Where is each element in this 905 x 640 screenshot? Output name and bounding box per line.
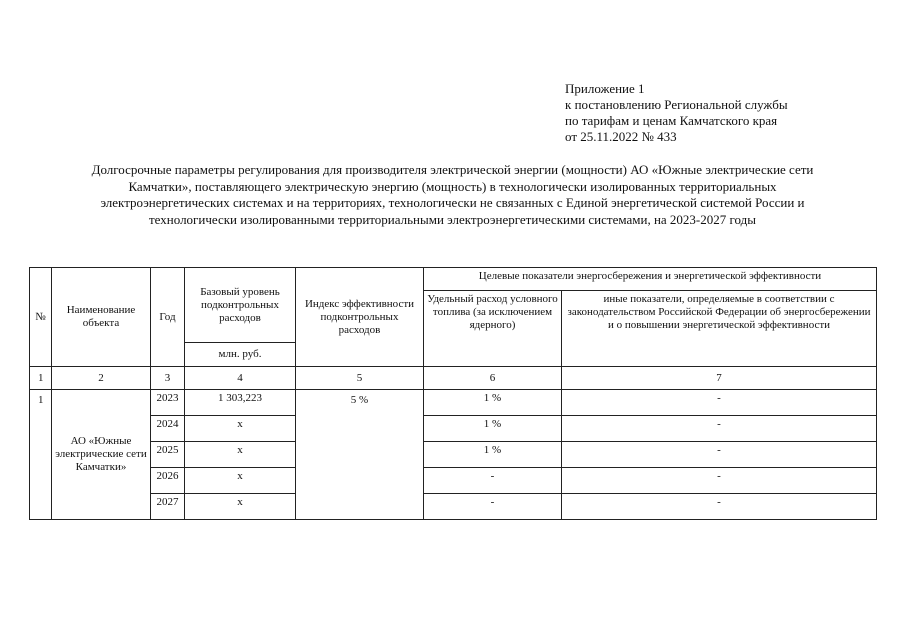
- base-cost-cell: х: [185, 468, 296, 494]
- column-number: 4: [185, 367, 296, 390]
- header-other-indicators: иные показатели, определяемые в соответствии с законодательством Российской Федерации об энергосбережении и о повышении энергетической эффективности: [562, 291, 877, 367]
- year-cell: 2027: [151, 494, 185, 520]
- document-title: Долгосрочные параметры регулирования для производителя электрической энергии (мощности) АО «Южные электрические сети Камчатки», поставляющего электрическую энергию (мощность) в технологически изолированных территориальных электроэнергетических системах и на территориях, технологически не связанных с Единой энергетической системой России и технологически изолированными территориальными электроэнергетическими системами, на 2023-2027 годы: [91, 162, 814, 227]
- object-name: АО «Южные электрические сети Камчатки»: [52, 390, 151, 520]
- base-cost-cell: х: [185, 416, 296, 442]
- header-base-cost-unit: млн. руб.: [185, 343, 296, 367]
- header-object: Наименование объекта: [52, 268, 151, 367]
- appendix-line: от 25.11.2022 № 433: [565, 129, 677, 144]
- other-cell: -: [562, 390, 877, 416]
- column-number: 5: [296, 367, 424, 390]
- appendix-line: по тарифам и ценам Камчатского края: [565, 113, 778, 128]
- other-cell: -: [562, 416, 877, 442]
- year-cell: 2024: [151, 416, 185, 442]
- other-cell: -: [562, 468, 877, 494]
- appendix-block: [565, 81, 788, 145]
- header-year: Год: [151, 268, 185, 367]
- header-base-cost: Базовый уровень подконтрольных расходов: [185, 268, 296, 343]
- efficiency-index-cell: 5 %: [296, 390, 424, 520]
- column-number: 2: [52, 367, 151, 390]
- fuel-cell: 1 %: [424, 442, 562, 468]
- parameters-table: [29, 267, 877, 520]
- year-cell: 2023: [151, 390, 185, 416]
- column-number: 6: [424, 367, 562, 390]
- fuel-cell: 1 %: [424, 416, 562, 442]
- column-number: 1: [30, 367, 52, 390]
- year-cell: 2026: [151, 468, 185, 494]
- fuel-cell: 1 %: [424, 390, 562, 416]
- year-cell: 2025: [151, 442, 185, 468]
- column-number: 7: [562, 367, 877, 390]
- header-targets-group: Целевые показатели энергосбережения и энергетической эффективности: [424, 268, 877, 291]
- other-cell: -: [562, 442, 877, 468]
- base-cost-cell: 1 303,223: [185, 390, 296, 416]
- appendix-line: Приложение 1: [565, 81, 645, 96]
- header-efficiency-index: Индекс эффективности подконтрольных расходов: [296, 268, 424, 367]
- appendix-line: к постановлению Региональной службы: [565, 97, 788, 112]
- fuel-cell: -: [424, 468, 562, 494]
- base-cost-cell: х: [185, 494, 296, 520]
- column-number: 3: [151, 367, 185, 390]
- base-cost-cell: х: [185, 442, 296, 468]
- header-num: №: [30, 268, 52, 367]
- fuel-cell: -: [424, 494, 562, 520]
- other-cell: -: [562, 494, 877, 520]
- header-fuel-consumption: Удельный расход условного топлива (за исключением ядерного): [424, 291, 562, 367]
- row-number: 1: [30, 390, 52, 520]
